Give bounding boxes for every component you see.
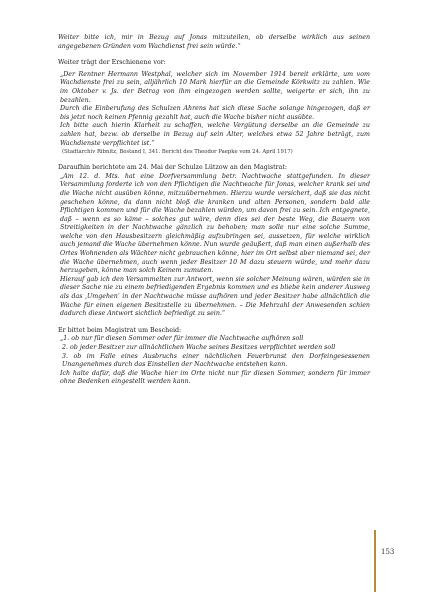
page-margin-rule xyxy=(374,530,376,592)
list-item: 2. ob jeder Besitzer zur allnächtlichen Wache seines Besitzes verpflichtet werden soll xyxy=(62,344,336,351)
source-citation: (Stadtarchiv Ribnitz, Bestand I, 341. Bericht des Theodor Paepke vom 24. April 1917) xyxy=(62,149,293,156)
list-item: 3. ob im Falle eines Ausbruchs einer nächtlichen Feuerbrunst den Dorfeingesessenen Unangenehmes durch das Einstellen der Nachtwache entstehen kann. xyxy=(62,352,370,369)
para2-quote-line: „Am 12. d. Mts. hat eine Dorfversammlung betr. Nachtwache stattgefunden. In dieser Versammlung forderte ich von den Pflichtigen die Nachtwache für Jonas, welcher krank sei und die Wache nicht ausüben könne, mitzuübernehmen. Hierzu wurde versichert, daß sie das nicht geschehen könne, da dann nicht bloß die kranken und alten Personen, sondern bald alle Pflichtigen kommen und für die Wache bezahlen würden, um davon frei zu sein. Ich entgegnete, daß – wenn es so käme – solches gut wäre, denn dies sei der beste Weg, die Bauern von Streitigkeiten in der Nachtwache gänzlich zu behoben; man solle nur eine solche Summe, welche von den Hausbesitzern gleichmäßig aufzubringen sei, aussetzen, für welche wirklich auch jemand die Wache übernehmen könne. Nun wurde geäußert, daß man einen außerhalb des Ortes Wohnenden als Wächter nicht gebrauchen könne, hier im Ort selbst aber niemand sei, der die Wache übernehmen, auch wenn jeder Besitzer 10 M dazu steuern würde, und mehr dazu herzugeben, könne man solch Keinem zumuten. xyxy=(60,172,370,275)
para3-closing: Ich halte dafür, daß die Wache hier im Orte nicht nur für diesen Sommer, sondern für immer ohne Bedenken eingestellt werden kann. xyxy=(60,369,370,386)
page-number: 153 xyxy=(381,548,395,556)
para1-quote-line: Ich bitte auch hierin Klarheit zu schaffen, welche Vergütung derselbe an die Gemeinde zu zahlen hat, bezw. ob derselbe in Bezug auf sein Alter, welches etwa 52 Jahre beträgt, zum Wachdienste verpflichtet ist.“ xyxy=(60,122,370,147)
para2-intro: Daraufhin berichtete am 24. Mai der Schulze Lützow an den Magistrat: xyxy=(58,164,288,172)
para1-quote-line: „Der Rentner Hermann Westphal, welcher sich im November 1914 bereit erklärte, um vom Wachdienste frei zu sein, alljährlich 10 Mark hierfür an die Gemeinde Körkwitz zu zahlen. Wie im Oktober v. Js. der Betrag von ihm eingezogen werden sollte, weigerte er sich, ihn zu bezahlen. xyxy=(60,70,370,104)
top-quote: Weiter bitte ich, mir in Bezug auf Jonas mitzuteilen, ob derselbe wirklich aus seinen angegebenen Gründen vom Wachdienst frei sein würde.“ xyxy=(58,34,370,50)
para1-intro: Weiter trägt der Erschienene vor: xyxy=(58,59,166,67)
para2-quote-line: Hierauf gab ich den Versammelten zur Antwort, wenn sie solcher Meinung wären, würden sie in dieser Sache nie zu einem befriedigenden Ergebnis kommen und es bliebe kein anderer Ausweg als das ‚Umgehen‘ in der Nachtwache müsse aufhören und jeder Besitzer habe allnächtlich die Wache für einen eigenen Besitzstelle zu übernehmen. – Die Mehrzahl der Anwesenden schien dadurch diese Antwort sichtlich befriedigt zu sein.“ xyxy=(60,275,370,318)
para3-intro: Er bittet beim Magistrat um Bescheid: xyxy=(58,326,182,334)
para1-quote-line: Durch die Einberufung des Schulzen Ahrens hat sich diese Sache solange hingezogen, daß er bis jetzt noch keinen Pfennig gezahlt hat, auch die Wache bisher nicht ausübte. xyxy=(60,105,370,121)
list-item: „1. ob nur für diesen Sommer oder für immer die Nachtwache aufhören soll xyxy=(60,335,304,343)
page-body xyxy=(58,34,370,387)
